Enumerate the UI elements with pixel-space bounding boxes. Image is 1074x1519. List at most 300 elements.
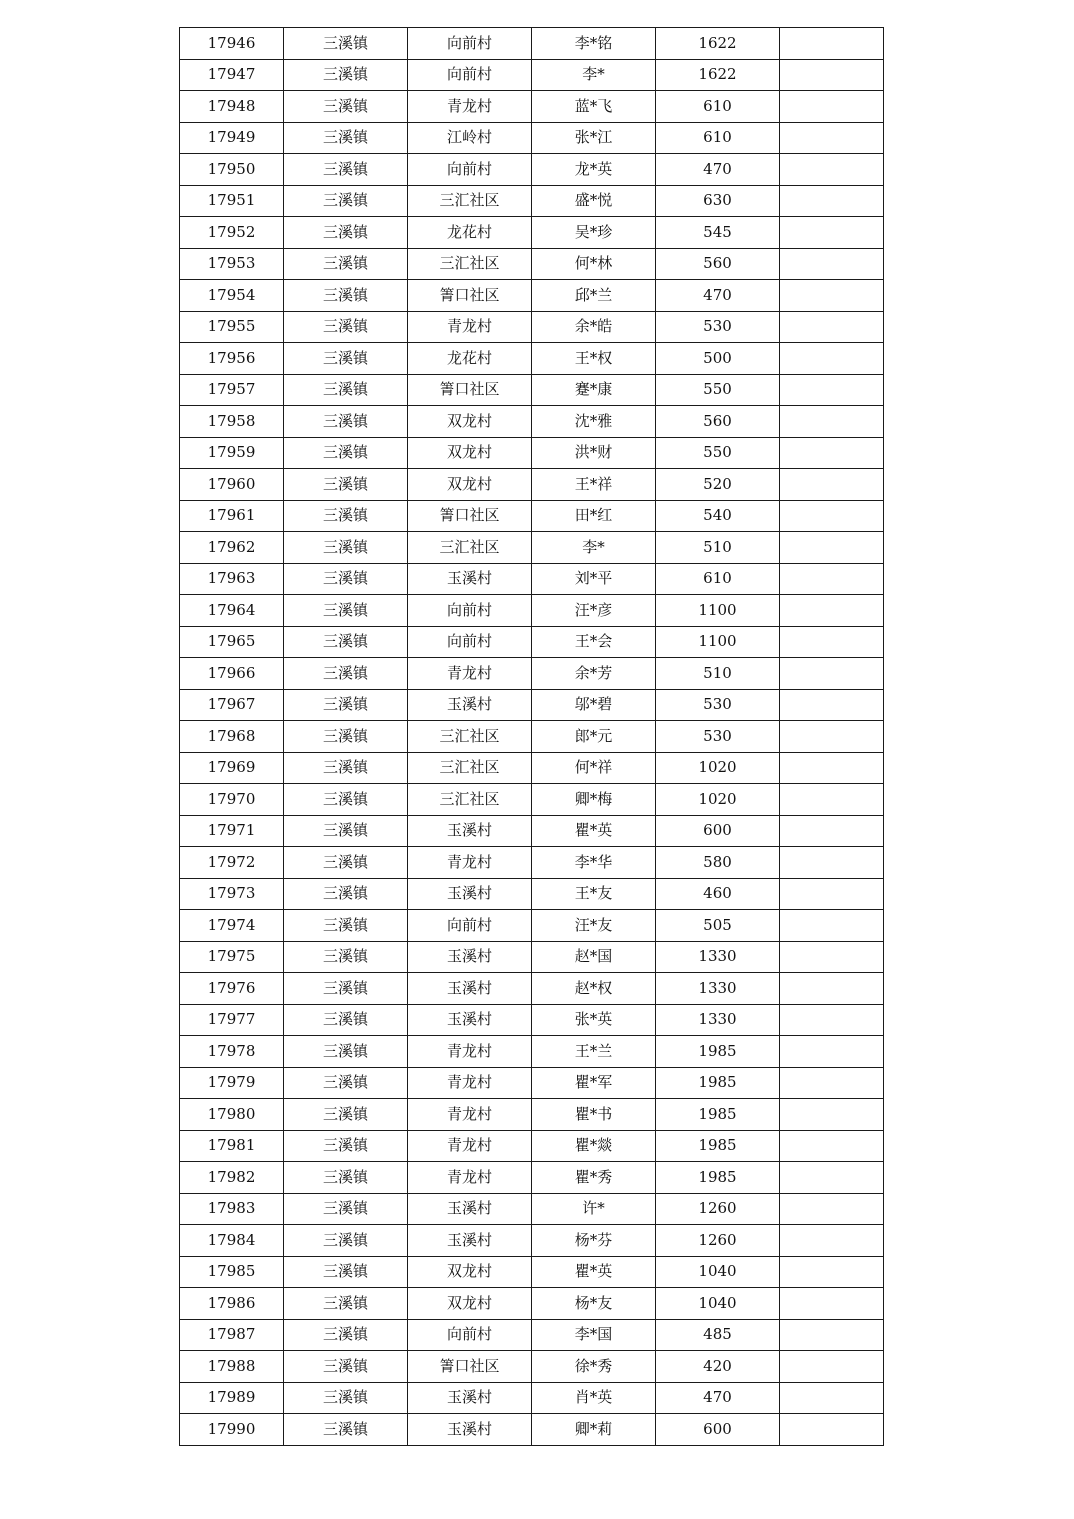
- amount-cell: 1020: [656, 784, 780, 816]
- row-number-cell: 17978: [180, 1036, 284, 1068]
- note-cell: [780, 185, 884, 217]
- amount-cell: 530: [656, 721, 780, 753]
- amount-cell: 1020: [656, 752, 780, 784]
- village-cell: 玉溪村: [408, 563, 532, 595]
- table-row: [180, 973, 884, 1005]
- table-row: [180, 217, 884, 249]
- row-number-cell: 17951: [180, 185, 284, 217]
- town-cell: 三溪镇: [284, 595, 408, 627]
- amount-cell: 600: [656, 815, 780, 847]
- row-number-cell: 17961: [180, 500, 284, 532]
- row-number-cell: 17989: [180, 1382, 284, 1414]
- village-cell: 三汇社区: [408, 721, 532, 753]
- amount-cell: 630: [656, 185, 780, 217]
- note-cell: [780, 1414, 884, 1446]
- row-number-cell: 17969: [180, 752, 284, 784]
- amount-cell: 600: [656, 1414, 780, 1446]
- town-cell: 三溪镇: [284, 469, 408, 501]
- note-cell: [780, 910, 884, 942]
- town-cell: 三溪镇: [284, 374, 408, 406]
- name-cell: 徐*秀: [532, 1351, 656, 1383]
- town-cell: 三溪镇: [284, 1099, 408, 1131]
- row-number-cell: 17962: [180, 532, 284, 564]
- name-cell: 赵*国: [532, 941, 656, 973]
- amount-cell: 550: [656, 374, 780, 406]
- note-cell: [780, 563, 884, 595]
- name-cell: 汪*彦: [532, 595, 656, 627]
- note-cell: [780, 1036, 884, 1068]
- table-row: [180, 154, 884, 186]
- village-cell: 玉溪村: [408, 1414, 532, 1446]
- village-cell: 青龙村: [408, 1036, 532, 1068]
- town-cell: 三溪镇: [284, 280, 408, 312]
- town-cell: 三溪镇: [284, 532, 408, 564]
- amount-cell: 560: [656, 248, 780, 280]
- table-row: [180, 1193, 884, 1225]
- amount-cell: 610: [656, 563, 780, 595]
- table-row: [180, 1256, 884, 1288]
- name-cell: 李*华: [532, 847, 656, 879]
- village-cell: 三汇社区: [408, 784, 532, 816]
- table-row: [180, 406, 884, 438]
- name-cell: 何*林: [532, 248, 656, 280]
- town-cell: 三溪镇: [284, 815, 408, 847]
- town-cell: 三溪镇: [284, 185, 408, 217]
- note-cell: [780, 532, 884, 564]
- row-number-cell: 17957: [180, 374, 284, 406]
- table-row: [180, 437, 884, 469]
- amount-cell: 1985: [656, 1130, 780, 1162]
- amount-cell: 1260: [656, 1193, 780, 1225]
- amount-cell: 540: [656, 500, 780, 532]
- name-cell: 王*友: [532, 878, 656, 910]
- row-number-cell: 17966: [180, 658, 284, 690]
- village-cell: 玉溪村: [408, 1193, 532, 1225]
- name-cell: 余*皓: [532, 311, 656, 343]
- amount-cell: 1330: [656, 941, 780, 973]
- note-cell: [780, 91, 884, 123]
- name-cell: 李*铭: [532, 28, 656, 60]
- table-row: [180, 847, 884, 879]
- name-cell: 邬*碧: [532, 689, 656, 721]
- amount-cell: 470: [656, 280, 780, 312]
- name-cell: 蹇*康: [532, 374, 656, 406]
- amount-cell: 1100: [656, 626, 780, 658]
- name-cell: 瞿*秀: [532, 1162, 656, 1194]
- town-cell: 三溪镇: [284, 626, 408, 658]
- row-number-cell: 17963: [180, 563, 284, 595]
- note-cell: [780, 406, 884, 438]
- note-cell: [780, 595, 884, 627]
- amount-cell: 505: [656, 910, 780, 942]
- table-row: [180, 122, 884, 154]
- village-cell: 三汇社区: [408, 532, 532, 564]
- note-cell: [780, 311, 884, 343]
- row-number-cell: 17974: [180, 910, 284, 942]
- row-number-cell: 17949: [180, 122, 284, 154]
- table-row: [180, 532, 884, 564]
- row-number-cell: 17971: [180, 815, 284, 847]
- village-cell: 向前村: [408, 910, 532, 942]
- name-cell: 瞿*英: [532, 815, 656, 847]
- table-row: [180, 689, 884, 721]
- village-cell: 向前村: [408, 1319, 532, 1351]
- town-cell: 三溪镇: [284, 122, 408, 154]
- village-cell: 青龙村: [408, 1099, 532, 1131]
- table-row: [180, 1099, 884, 1131]
- village-cell: 箐口社区: [408, 374, 532, 406]
- town-cell: 三溪镇: [284, 1414, 408, 1446]
- village-cell: 江岭村: [408, 122, 532, 154]
- village-cell: 青龙村: [408, 847, 532, 879]
- row-number-cell: 17958: [180, 406, 284, 438]
- table-row: [180, 311, 884, 343]
- note-cell: [780, 217, 884, 249]
- row-number-cell: 17984: [180, 1225, 284, 1257]
- note-cell: [780, 1099, 884, 1131]
- town-cell: 三溪镇: [284, 217, 408, 249]
- row-number-cell: 17950: [180, 154, 284, 186]
- village-cell: 龙花村: [408, 343, 532, 375]
- town-cell: 三溪镇: [284, 1193, 408, 1225]
- village-cell: 玉溪村: [408, 941, 532, 973]
- row-number-cell: 17955: [180, 311, 284, 343]
- table-row: [180, 343, 884, 375]
- amount-cell: 460: [656, 878, 780, 910]
- amount-cell: 1985: [656, 1036, 780, 1068]
- village-cell: 玉溪村: [408, 689, 532, 721]
- village-cell: 玉溪村: [408, 1382, 532, 1414]
- name-cell: 瞿*英: [532, 1256, 656, 1288]
- table-row: [180, 1351, 884, 1383]
- row-number-cell: 17953: [180, 248, 284, 280]
- amount-cell: 1985: [656, 1099, 780, 1131]
- village-cell: 双龙村: [408, 1288, 532, 1320]
- village-cell: 双龙村: [408, 437, 532, 469]
- amount-cell: 470: [656, 154, 780, 186]
- note-cell: [780, 1382, 884, 1414]
- town-cell: 三溪镇: [284, 689, 408, 721]
- note-cell: [780, 1288, 884, 1320]
- table-row: [180, 878, 884, 910]
- row-number-cell: 17967: [180, 689, 284, 721]
- name-cell: 李*: [532, 532, 656, 564]
- name-cell: 龙*英: [532, 154, 656, 186]
- note-cell: [780, 752, 884, 784]
- village-cell: 箐口社区: [408, 500, 532, 532]
- town-cell: 三溪镇: [284, 1382, 408, 1414]
- row-number-cell: 17983: [180, 1193, 284, 1225]
- name-cell: 盛*悦: [532, 185, 656, 217]
- table-row: [180, 500, 884, 532]
- name-cell: 王*祥: [532, 469, 656, 501]
- row-number-cell: 17982: [180, 1162, 284, 1194]
- amount-cell: 1330: [656, 973, 780, 1005]
- amount-cell: 1330: [656, 1004, 780, 1036]
- town-cell: 三溪镇: [284, 847, 408, 879]
- table-row: [180, 59, 884, 91]
- amount-cell: 1985: [656, 1162, 780, 1194]
- village-cell: 玉溪村: [408, 973, 532, 1005]
- table-row: [180, 784, 884, 816]
- town-cell: 三溪镇: [284, 910, 408, 942]
- village-cell: 向前村: [408, 626, 532, 658]
- table-row: [180, 469, 884, 501]
- table-row: [180, 721, 884, 753]
- town-cell: 三溪镇: [284, 311, 408, 343]
- table-row: [180, 815, 884, 847]
- note-cell: [780, 1225, 884, 1257]
- name-cell: 瞿*军: [532, 1067, 656, 1099]
- town-cell: 三溪镇: [284, 406, 408, 438]
- amount-cell: 530: [656, 689, 780, 721]
- village-cell: 三汇社区: [408, 752, 532, 784]
- village-cell: 青龙村: [408, 91, 532, 123]
- name-cell: 余*芳: [532, 658, 656, 690]
- note-cell: [780, 721, 884, 753]
- name-cell: 王*兰: [532, 1036, 656, 1068]
- row-number-cell: 17975: [180, 941, 284, 973]
- village-cell: 玉溪村: [408, 1225, 532, 1257]
- table-row: [180, 374, 884, 406]
- town-cell: 三溪镇: [284, 941, 408, 973]
- amount-cell: 1040: [656, 1256, 780, 1288]
- row-number-cell: 17954: [180, 280, 284, 312]
- amount-cell: 545: [656, 217, 780, 249]
- village-cell: 玉溪村: [408, 1004, 532, 1036]
- table-row: [180, 1036, 884, 1068]
- name-cell: 何*祥: [532, 752, 656, 784]
- town-cell: 三溪镇: [284, 878, 408, 910]
- note-cell: [780, 1319, 884, 1351]
- amount-cell: 610: [656, 91, 780, 123]
- amount-cell: 1040: [656, 1288, 780, 1320]
- note-cell: [780, 1067, 884, 1099]
- note-cell: [780, 374, 884, 406]
- row-number-cell: 17977: [180, 1004, 284, 1036]
- amount-cell: 1985: [656, 1067, 780, 1099]
- amount-cell: 1100: [656, 595, 780, 627]
- village-cell: 向前村: [408, 154, 532, 186]
- row-number-cell: 17988: [180, 1351, 284, 1383]
- name-cell: 赵*权: [532, 973, 656, 1005]
- note-cell: [780, 1004, 884, 1036]
- name-cell: 刘*平: [532, 563, 656, 595]
- row-number-cell: 17976: [180, 973, 284, 1005]
- village-cell: 青龙村: [408, 1130, 532, 1162]
- row-number-cell: 17980: [180, 1099, 284, 1131]
- name-cell: 郎*元: [532, 721, 656, 753]
- village-cell: 双龙村: [408, 1256, 532, 1288]
- name-cell: 肖*英: [532, 1382, 656, 1414]
- table-row: [180, 1067, 884, 1099]
- name-cell: 王*会: [532, 626, 656, 658]
- name-cell: 吴*珍: [532, 217, 656, 249]
- name-cell: 瞿*书: [532, 1099, 656, 1131]
- table-body: [180, 28, 884, 1446]
- table-row: [180, 1004, 884, 1036]
- amount-cell: 485: [656, 1319, 780, 1351]
- town-cell: 三溪镇: [284, 721, 408, 753]
- village-cell: 箐口社区: [408, 1351, 532, 1383]
- table-row: [180, 28, 884, 60]
- amount-cell: 580: [656, 847, 780, 879]
- name-cell: 李*: [532, 59, 656, 91]
- row-number-cell: 17965: [180, 626, 284, 658]
- name-cell: 张*江: [532, 122, 656, 154]
- note-cell: [780, 784, 884, 816]
- row-number-cell: 17981: [180, 1130, 284, 1162]
- amount-cell: 510: [656, 532, 780, 564]
- name-cell: 邱*兰: [532, 280, 656, 312]
- town-cell: 三溪镇: [284, 1162, 408, 1194]
- row-number-cell: 17985: [180, 1256, 284, 1288]
- note-cell: [780, 248, 884, 280]
- town-cell: 三溪镇: [284, 752, 408, 784]
- note-cell: [780, 1193, 884, 1225]
- data-table: [179, 27, 884, 1446]
- row-number-cell: 17990: [180, 1414, 284, 1446]
- town-cell: 三溪镇: [284, 1256, 408, 1288]
- town-cell: 三溪镇: [284, 248, 408, 280]
- amount-cell: 500: [656, 343, 780, 375]
- name-cell: 杨*友: [532, 1288, 656, 1320]
- note-cell: [780, 122, 884, 154]
- note-cell: [780, 1162, 884, 1194]
- row-number-cell: 17952: [180, 217, 284, 249]
- village-cell: 三汇社区: [408, 185, 532, 217]
- name-cell: 瞿*燚: [532, 1130, 656, 1162]
- note-cell: [780, 973, 884, 1005]
- table-row: [180, 941, 884, 973]
- note-cell: [780, 941, 884, 973]
- table-row: [180, 1130, 884, 1162]
- table-row: [180, 595, 884, 627]
- town-cell: 三溪镇: [284, 1351, 408, 1383]
- note-cell: [780, 815, 884, 847]
- name-cell: 许*: [532, 1193, 656, 1225]
- name-cell: 田*红: [532, 500, 656, 532]
- village-cell: 向前村: [408, 28, 532, 60]
- town-cell: 三溪镇: [284, 658, 408, 690]
- amount-cell: 420: [656, 1351, 780, 1383]
- name-cell: 洪*财: [532, 437, 656, 469]
- note-cell: [780, 847, 884, 879]
- note-cell: [780, 28, 884, 60]
- row-number-cell: 17970: [180, 784, 284, 816]
- row-number-cell: 17948: [180, 91, 284, 123]
- village-cell: 青龙村: [408, 311, 532, 343]
- village-cell: 三汇社区: [408, 248, 532, 280]
- town-cell: 三溪镇: [284, 563, 408, 595]
- row-number-cell: 17979: [180, 1067, 284, 1099]
- town-cell: 三溪镇: [284, 500, 408, 532]
- table-row: [180, 563, 884, 595]
- table-row: [180, 1162, 884, 1194]
- name-cell: 沈*雅: [532, 406, 656, 438]
- village-cell: 玉溪村: [408, 815, 532, 847]
- note-cell: [780, 1130, 884, 1162]
- table-row: [180, 910, 884, 942]
- table-row: [180, 626, 884, 658]
- table-row: [180, 1288, 884, 1320]
- town-cell: 三溪镇: [284, 91, 408, 123]
- town-cell: 三溪镇: [284, 784, 408, 816]
- village-cell: 向前村: [408, 595, 532, 627]
- table-row: [180, 1225, 884, 1257]
- village-cell: 青龙村: [408, 658, 532, 690]
- town-cell: 三溪镇: [284, 343, 408, 375]
- note-cell: [780, 500, 884, 532]
- village-cell: 向前村: [408, 59, 532, 91]
- row-number-cell: 17972: [180, 847, 284, 879]
- town-cell: 三溪镇: [284, 437, 408, 469]
- name-cell: 汪*友: [532, 910, 656, 942]
- name-cell: 张*英: [532, 1004, 656, 1036]
- amount-cell: 530: [656, 311, 780, 343]
- row-number-cell: 17947: [180, 59, 284, 91]
- town-cell: 三溪镇: [284, 1225, 408, 1257]
- note-cell: [780, 1351, 884, 1383]
- name-cell: 杨*芬: [532, 1225, 656, 1257]
- row-number-cell: 17987: [180, 1319, 284, 1351]
- town-cell: 三溪镇: [284, 1288, 408, 1320]
- village-cell: 青龙村: [408, 1067, 532, 1099]
- village-cell: 双龙村: [408, 469, 532, 501]
- amount-cell: 1622: [656, 59, 780, 91]
- amount-cell: 470: [656, 1382, 780, 1414]
- note-cell: [780, 689, 884, 721]
- row-number-cell: 17959: [180, 437, 284, 469]
- amount-cell: 550: [656, 437, 780, 469]
- town-cell: 三溪镇: [284, 1319, 408, 1351]
- note-cell: [780, 878, 884, 910]
- note-cell: [780, 280, 884, 312]
- row-number-cell: 17946: [180, 28, 284, 60]
- row-number-cell: 17956: [180, 343, 284, 375]
- town-cell: 三溪镇: [284, 1067, 408, 1099]
- note-cell: [780, 343, 884, 375]
- note-cell: [780, 658, 884, 690]
- table-row: [180, 1382, 884, 1414]
- name-cell: 卿*梅: [532, 784, 656, 816]
- name-cell: 李*国: [532, 1319, 656, 1351]
- village-cell: 龙花村: [408, 217, 532, 249]
- town-cell: 三溪镇: [284, 59, 408, 91]
- table-row: [180, 1414, 884, 1446]
- amount-cell: 560: [656, 406, 780, 438]
- table-row: [180, 185, 884, 217]
- row-number-cell: 17960: [180, 469, 284, 501]
- row-number-cell: 17964: [180, 595, 284, 627]
- table-row: [180, 91, 884, 123]
- table-row: [180, 1319, 884, 1351]
- note-cell: [780, 154, 884, 186]
- town-cell: 三溪镇: [284, 1036, 408, 1068]
- village-cell: 青龙村: [408, 1162, 532, 1194]
- note-cell: [780, 626, 884, 658]
- amount-cell: 520: [656, 469, 780, 501]
- table-row: [180, 248, 884, 280]
- table-row: [180, 752, 884, 784]
- row-number-cell: 17986: [180, 1288, 284, 1320]
- village-cell: 箐口社区: [408, 280, 532, 312]
- amount-cell: 610: [656, 122, 780, 154]
- town-cell: 三溪镇: [284, 1130, 408, 1162]
- amount-cell: 1260: [656, 1225, 780, 1257]
- table-row: [180, 658, 884, 690]
- amount-cell: 510: [656, 658, 780, 690]
